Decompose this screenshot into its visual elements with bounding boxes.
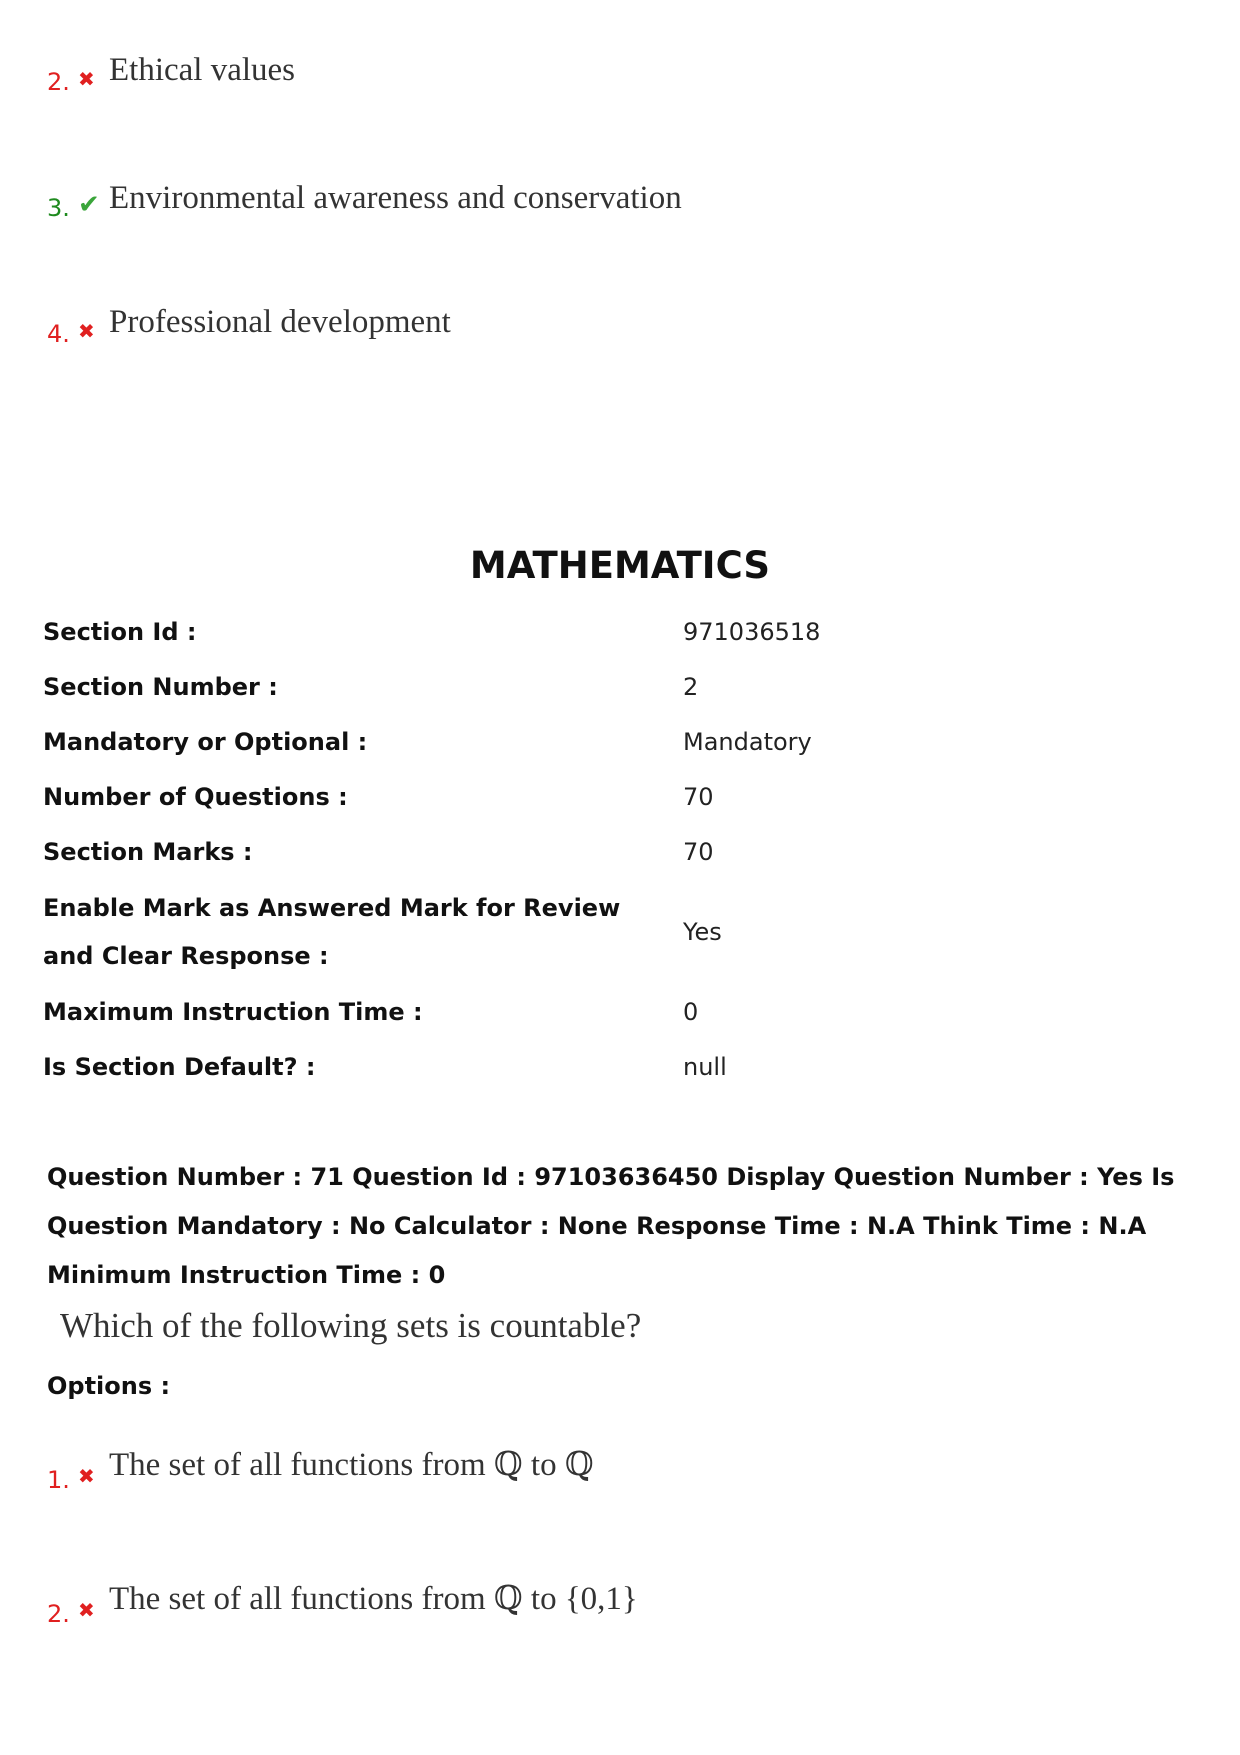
section-default-label: Is Section Default? : [43,1053,316,1081]
enable-mark-value: Yes [683,918,722,946]
option-number: 2. [47,1600,70,1628]
question-text: Which of the following sets is countable? [60,1306,642,1345]
option-text: Environmental awareness and conservation [109,180,682,216]
option-number: 3. [47,194,70,222]
section-default-value: null [683,1053,727,1081]
enable-mark-label: Enable Mark as Answered Mark for Review and Clear Response : [43,894,621,970]
mandatory-label: Mandatory or Optional : [43,728,368,756]
section-id-label: Section Id : [43,618,197,646]
section-title: MATHEMATICS [469,544,771,587]
option-text: Ethical values [109,52,296,88]
option-text: The set of all functions from ℚ to {0,1} [109,1581,638,1617]
num-questions-value: 70 [683,783,714,811]
cross-icon: ✖ [78,1464,95,1488]
section-marks-label: Section Marks : [43,838,253,866]
cross-icon: ✖ [78,1598,95,1622]
question-info: Question Number : 71 Question Id : 97103636450 Display Question Number : Yes Is Question Mandatory : No Calculator : None Response Time : N.A Think Time : N.A Minimum Instruction Time : 0 [47,1163,1175,1289]
options-label: Options : [47,1372,171,1400]
section-number-label: Section Number : [43,673,278,701]
option-number: 1. [47,1466,70,1494]
section-id-value: 971036518 [683,618,821,646]
option-text: Professional development [109,304,451,340]
section-number-value: 2 [683,673,699,701]
mandatory-value: Mandatory [683,728,812,756]
option-number: 2. [47,68,70,96]
option-number: 4. [47,320,70,348]
section-marks-value: 70 [683,838,714,866]
cross-icon: ✖ [78,319,95,343]
option-text: The set of all functions from ℚ to ℚ [109,1447,594,1483]
check-icon: ✔ [78,190,100,220]
num-questions-label: Number of Questions : [43,783,348,811]
max-instruction-time-label: Maximum Instruction Time : [43,998,423,1026]
cross-icon: ✖ [78,67,95,91]
max-instruction-time-value: 0 [683,998,699,1026]
